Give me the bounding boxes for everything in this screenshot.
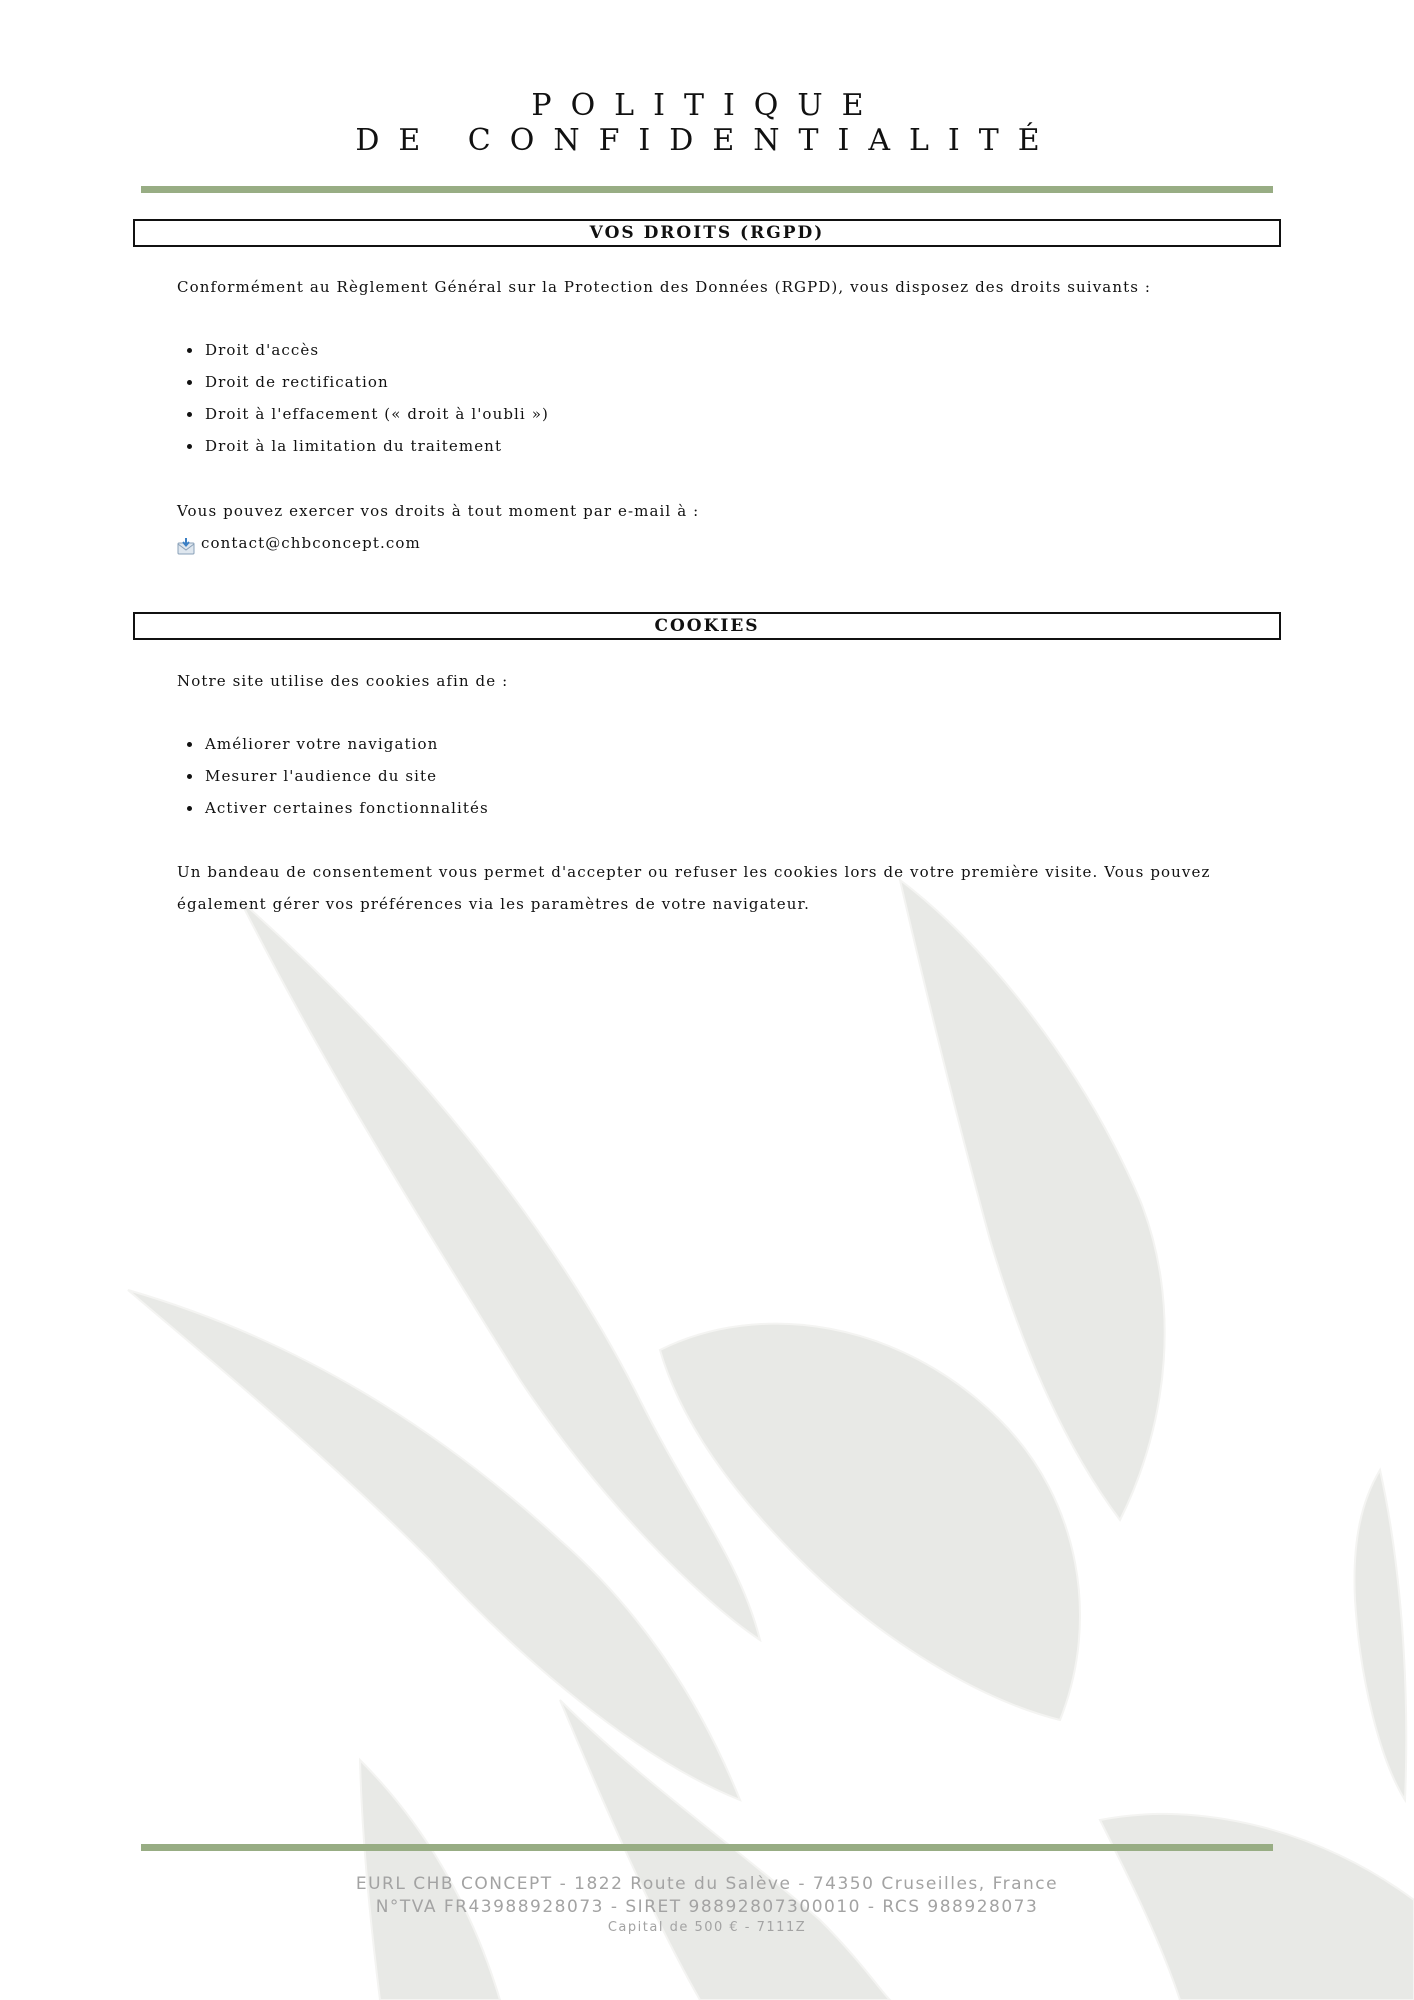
contact-email-line [177,527,421,559]
cookies-consent-line1: Un bandeau de consentement vous permet d'accepter ou refuser les cookies lors de votre première visite. Vous pouvez [177,863,1211,881]
cookies-consent-line2: également gérer vos préférences via les paramètres de votre navigateur. [177,895,811,913]
page-title-line2: DE CONFIDENTIALITÉ [355,123,1059,158]
bottom-divider [141,1844,1273,1851]
contact-email-link[interactable]: contact@chbconcept.com [201,534,421,552]
cookies-list-item: Activer certaines fonctionnalités [177,792,489,824]
footer-registration: N°TVA FR43988928073 - SIRET 98892807300010 - RCS 988928073 [375,1897,1039,1917]
rights-list-item: Droit d'accès [177,334,549,366]
cookies-intro: Notre site utilise des cookies afin de : [177,672,509,690]
rights-list-item: Droit à la limitation du traitement [177,430,549,462]
envelope-download-icon [177,534,195,552]
rights-intro: Conformément au Règlement Général sur la Protection des Données (RGPD), vous disposez des droits suivants : [177,278,1152,296]
cookies-list-item: Améliorer votre navigation [177,728,489,760]
cookies-list-item: Mesurer l'audience du site [177,760,489,792]
top-divider [141,186,1273,193]
rights-list-item: Droit de rectification [177,366,549,398]
rights-contact-intro: Vous pouvez exercer vos droits à tout moment par e-mail à : [177,502,700,520]
rights-list [177,334,549,462]
footer-capital: Capital de 500 € - 7111Z [607,1920,807,1935]
page-title-line1: POLITIQUE [531,88,883,123]
section-heading-rights: VOS DROITS (RGPD) [133,219,1281,247]
footer-address: EURL CHB CONCEPT - 1822 Route du Salève - 74350 Cruseilles, France [355,1874,1059,1894]
rights-list-item: Droit à l'effacement (« droit à l'oubli ») [177,398,549,430]
section-heading-cookies: COOKIES [133,612,1281,640]
cookies-list [177,728,489,824]
